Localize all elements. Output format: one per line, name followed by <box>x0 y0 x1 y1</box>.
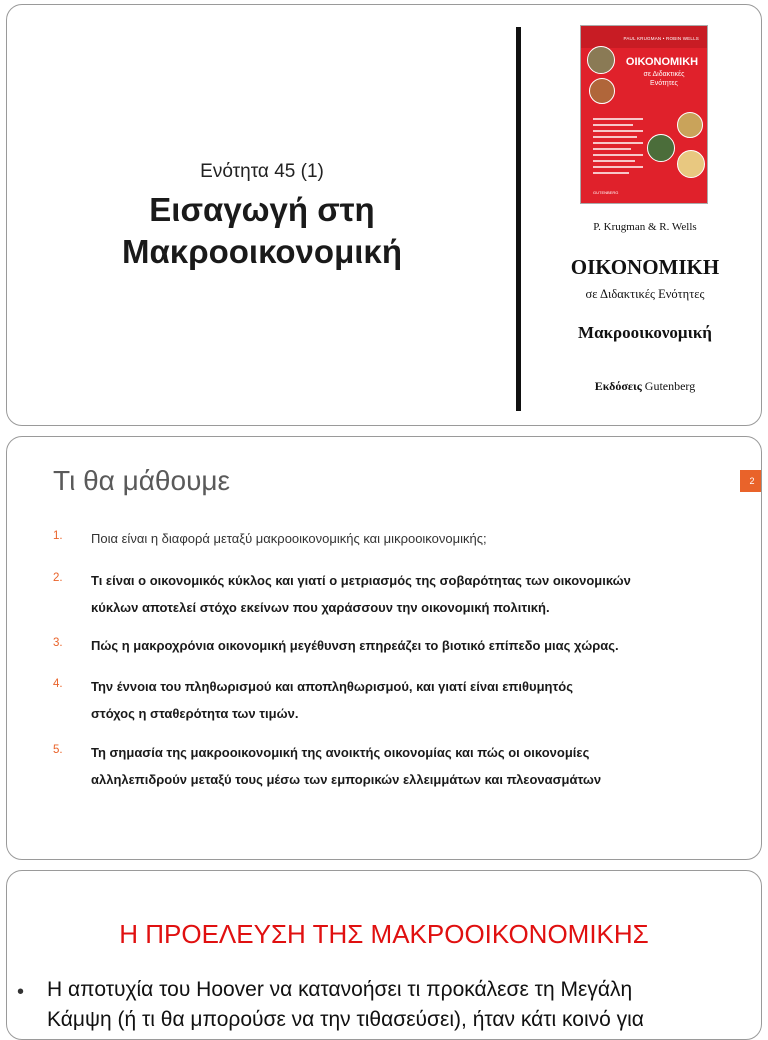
bullet-text: Η αποτυχία του Hoover να κατανοήσει τι προκάλεσε τη Μεγάλη Κάμψη (ή τι θα μπορούσε να την τιθασεύσει), ήταν κάτι κοινό για <box>47 978 644 1031</box>
title-line-1: Εισαγωγή στη <box>149 191 375 228</box>
page-number-badge: 2 <box>740 470 762 492</box>
bullet-icon: • <box>17 981 25 1003</box>
publisher-name: Gutenberg <box>644 379 696 393</box>
item-text: Ποια είναι η διαφορά μεταξύ μακροοικονομικής και μικροοικονομικής; <box>91 531 487 546</box>
publisher-line <box>527 379 762 394</box>
cover-photo-circle <box>589 78 615 104</box>
volume-title: Μακροοικονομική <box>578 323 712 342</box>
slide-title <box>7 189 517 273</box>
cover-title: ΟΙΚΟΝΟΜΙΚΗ <box>625 56 699 68</box>
cover-photo-circle <box>677 150 705 178</box>
objectives-slide <box>6 436 762 860</box>
slide-title: Η ΠΡΟΕΛΕΥΣΗ ΤΗΣ ΜΑΚΡΟΟΙΚΟΝΟΜΙΚΗΣ <box>119 919 649 949</box>
book-cover-image <box>580 25 708 204</box>
title-line-2: Μακροοικονομική <box>122 233 402 270</box>
item-number: 4. <box>53 678 63 690</box>
slide-heading: Τι θα μάθουμε <box>53 465 230 496</box>
vertical-divider <box>516 27 521 411</box>
item-number: 1. <box>53 530 63 542</box>
title-slide <box>6 4 762 426</box>
item-number: 3. <box>53 637 63 649</box>
cover-authors: PAUL KRUGMAN • ROBIN WELLS <box>623 36 699 41</box>
cover-photo-circle <box>587 46 615 74</box>
book-subtitle: σε Διδακτικές Ενότητες <box>585 287 705 301</box>
item-number: 2. <box>53 572 63 584</box>
publisher-label: Εκδόσεις <box>594 379 642 393</box>
item-text: Πώς η μακροχρόνια οικονομική μεγέθυνση επηρεάζει το βιοτικό επίπεδο μιας χώρας. <box>91 638 619 653</box>
cover-photo-circle <box>647 134 675 162</box>
authors-line: P. Krugman & R. Wells <box>593 221 697 233</box>
title-area <box>7 5 517 425</box>
cover-contents-lines <box>593 118 643 178</box>
cover-photo-circle <box>677 112 703 138</box>
unit-label: Ενότητα 45 (1) <box>200 161 324 182</box>
item-text: Τη σημασία της μακροοικονομική της ανοικτής οικονομίας και πώς οι οικονομίες αλληλεπιδρούν μεταξύ τους μέσω των εμπορικών ελλειμμάτων και πλεονασμάτων <box>91 745 602 787</box>
item-text: Την έννοια του πληθωρισμού και αποπληθωρισμού, και γιατί είναι επιθυμητός στόχος η σταθερότητα των τιμών. <box>91 679 573 721</box>
item-text: Τι είναι ο οικονομικός κύκλος και γιατί ο μετριασμός της σοβαρότητας των οικονομικών κύκλων αποτελεί στόχο εκείνων που χαράσσουν την οικονομική πολιτική. <box>91 573 631 615</box>
item-number: 5. <box>53 744 63 756</box>
book-title: ΟΙΚΟΝΟΜΙΚΗ <box>570 255 720 279</box>
cover-subtitle: σε Διδακτικές Ενότητες <box>643 71 685 87</box>
cover-publisher: GUTENBERG <box>593 190 619 195</box>
origins-slide <box>6 870 762 1040</box>
